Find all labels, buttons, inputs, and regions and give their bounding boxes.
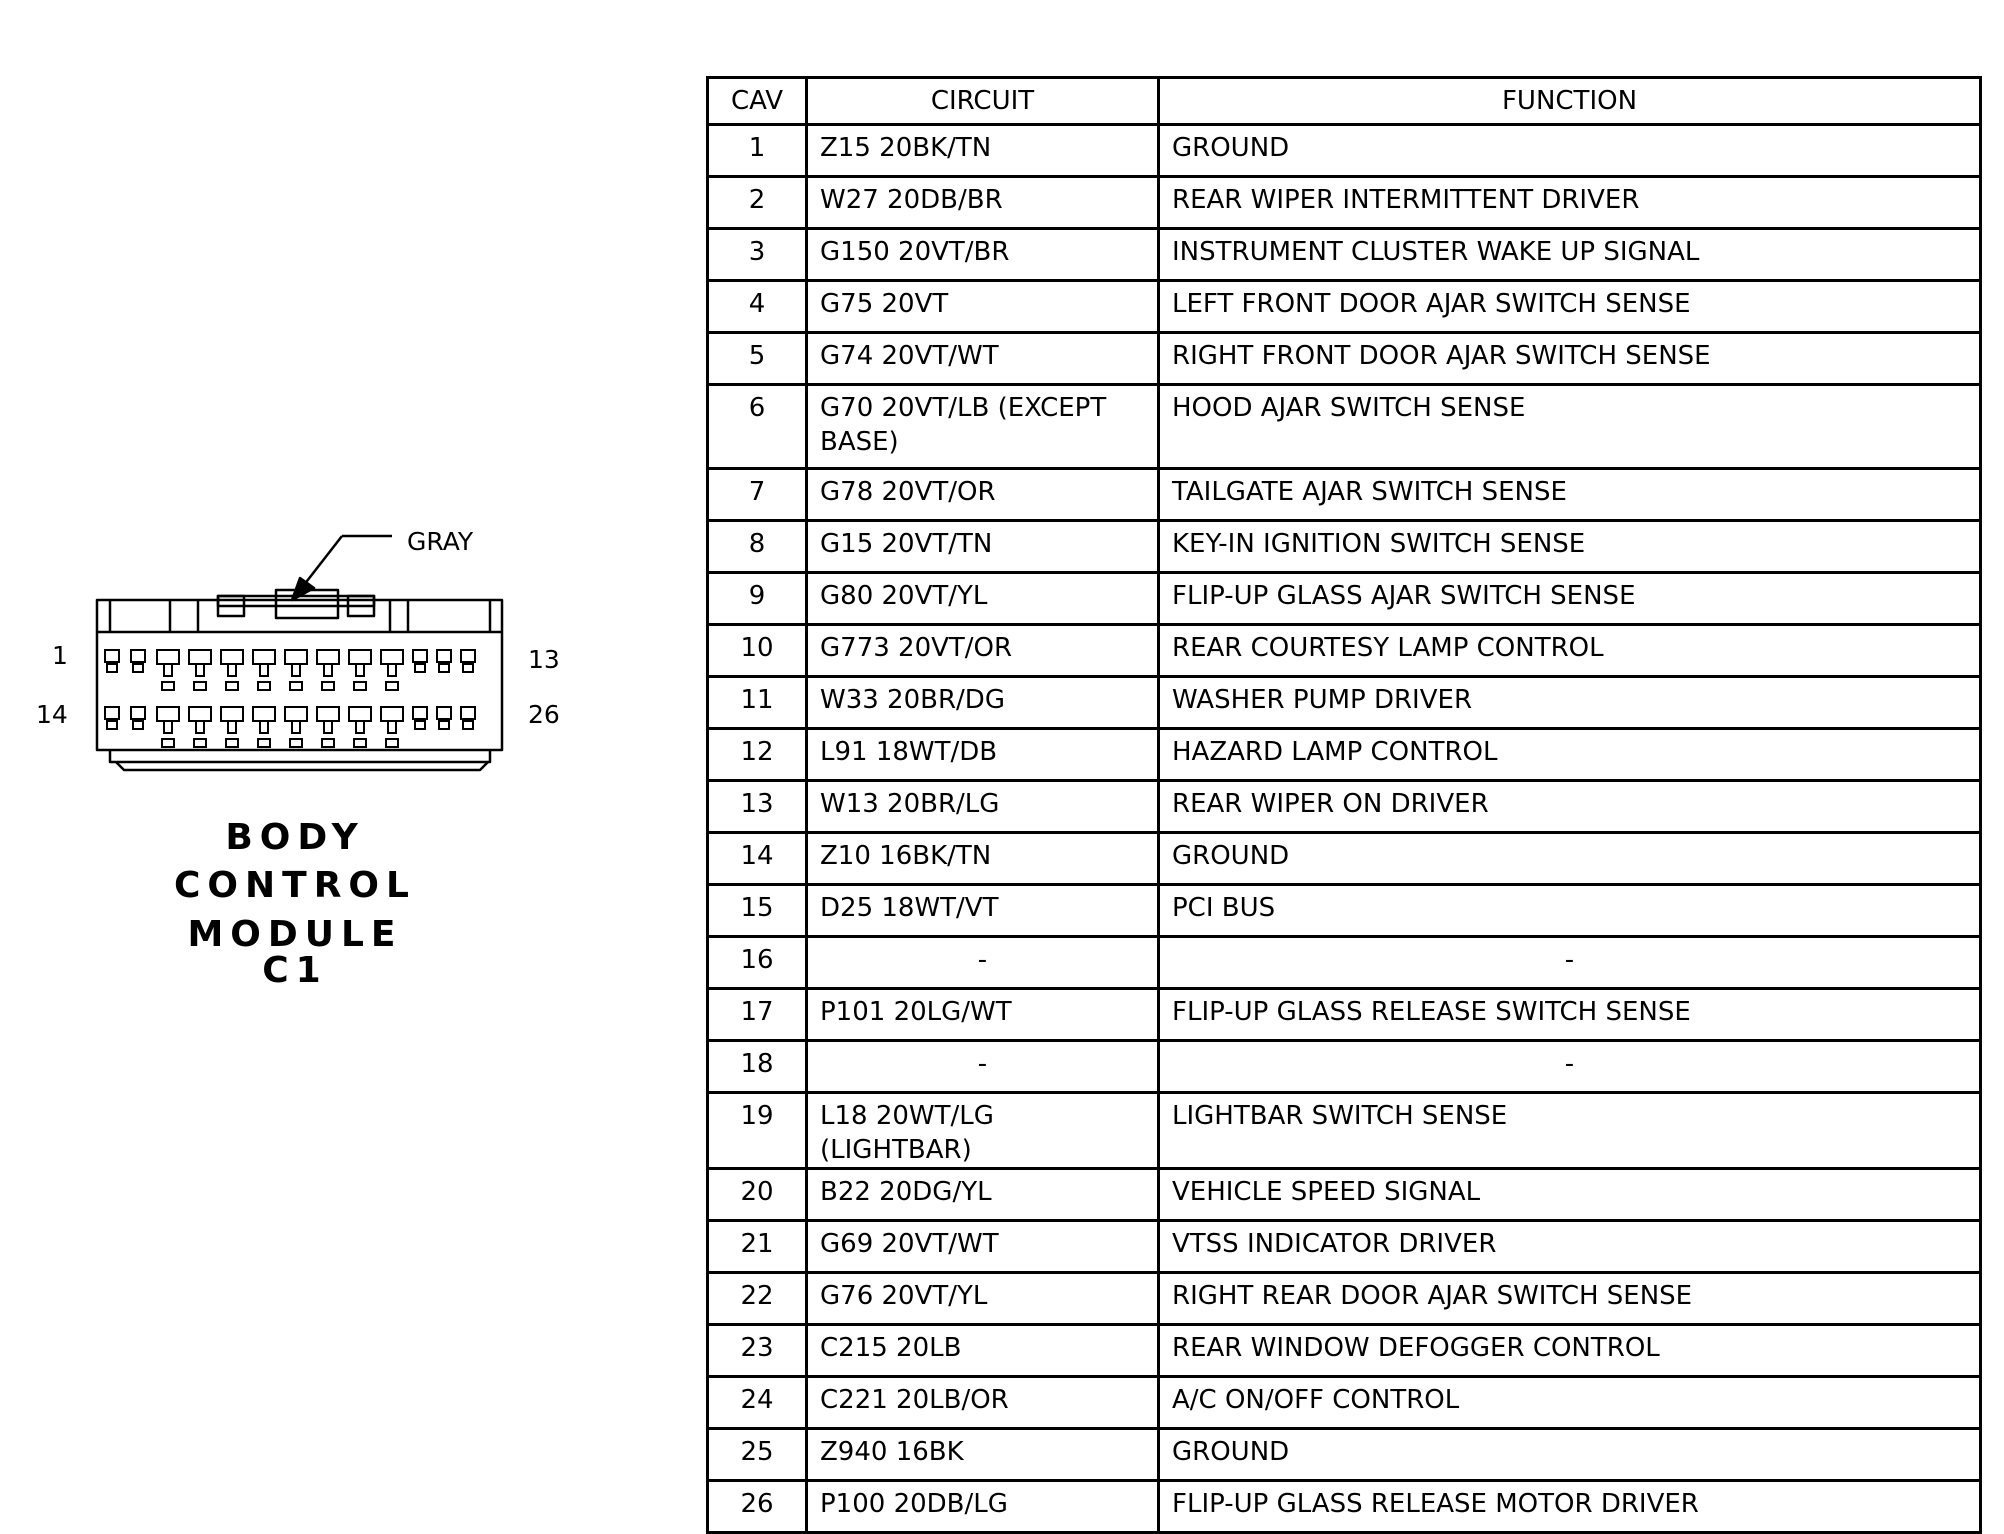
circuit-cell: G70 20VT/LB (EXCEPT BASE) — [807, 385, 1159, 469]
cav-cell: 3 — [708, 229, 807, 281]
terminal-cavity — [157, 650, 179, 690]
terminal-cavity — [131, 707, 145, 729]
pin-label-1: 1 — [52, 641, 68, 670]
table-row — [708, 1041, 1981, 1093]
terminal-cavity — [381, 707, 403, 747]
cav-cell: 9 — [708, 573, 807, 625]
table-row — [708, 729, 1981, 781]
function-cell: GROUND — [1159, 125, 1981, 177]
terminal-cavity — [189, 707, 211, 747]
table-row — [708, 1429, 1981, 1481]
pinout-table — [706, 76, 1982, 1534]
circuit-cell: D25 18WT/VT — [807, 885, 1159, 937]
table-header-row — [708, 78, 1981, 125]
cav-cell: 7 — [708, 469, 807, 521]
pin-label-26: 26 — [528, 700, 560, 729]
circuit-cell: G150 20VT/BR — [807, 229, 1159, 281]
table-row — [708, 1093, 1981, 1169]
circuit-cell: L18 20WT/LG (LIGHTBAR) — [807, 1093, 1159, 1169]
function-cell: REAR COURTESY LAMP CONTROL — [1159, 625, 1981, 677]
header-circuit: CIRCUIT — [807, 78, 1159, 125]
table-row — [708, 625, 1981, 677]
cav-cell: 18 — [708, 1041, 807, 1093]
table-row — [708, 521, 1981, 573]
cav-cell: 16 — [708, 937, 807, 989]
function-cell: FLIP-UP GLASS RELEASE MOTOR DRIVER — [1159, 1481, 1981, 1533]
cav-cell: 13 — [708, 781, 807, 833]
function-cell: FLIP-UP GLASS AJAR SWITCH SENSE — [1159, 573, 1981, 625]
circuit-cell: P100 20DB/LG — [807, 1481, 1159, 1533]
function-cell: RIGHT FRONT DOOR AJAR SWITCH SENSE — [1159, 333, 1981, 385]
terminal-cavity — [285, 707, 307, 747]
pin-label-14: 14 — [36, 700, 68, 729]
table-row — [708, 177, 1981, 229]
function-cell: RIGHT REAR DOOR AJAR SWITCH SENSE — [1159, 1273, 1981, 1325]
circuit-cell: L91 18WT/DB — [807, 729, 1159, 781]
cav-cell: 20 — [708, 1169, 807, 1221]
terminal-cavity — [437, 650, 451, 672]
cav-cell: 2 — [708, 177, 807, 229]
terminal-cavity — [413, 707, 427, 729]
cav-cell: 12 — [708, 729, 807, 781]
circuit-cell: C221 20LB/OR — [807, 1377, 1159, 1429]
cav-cell: 1 — [708, 125, 807, 177]
function-cell: A/C ON/OFF CONTROL — [1159, 1377, 1981, 1429]
circuit-cell: Z940 16BK — [807, 1429, 1159, 1481]
table-row — [708, 1325, 1981, 1377]
circuit-cell: G78 20VT/OR — [807, 469, 1159, 521]
terminal-cavity — [221, 650, 243, 690]
function-cell: - — [1159, 937, 1981, 989]
terminal-cavity — [253, 650, 275, 690]
table-row — [708, 573, 1981, 625]
terminal-cavity — [317, 707, 339, 747]
pin-label-13: 13 — [528, 645, 560, 674]
table-row — [708, 229, 1981, 281]
terminal-cavity — [221, 707, 243, 747]
cav-cell: 26 — [708, 1481, 807, 1533]
table-row — [708, 833, 1981, 885]
connector-title-line-2: CONTROL — [174, 865, 416, 906]
function-cell: INSTRUMENT CLUSTER WAKE UP SIGNAL — [1159, 229, 1981, 281]
table-row — [708, 469, 1981, 521]
function-cell: VEHICLE SPEED SIGNAL — [1159, 1169, 1981, 1221]
circuit-cell: G75 20VT — [807, 281, 1159, 333]
terminal-cavity — [437, 707, 451, 729]
table-row — [708, 281, 1981, 333]
function-cell: HOOD AJAR SWITCH SENSE — [1159, 385, 1981, 469]
circuit-cell: G80 20VT/YL — [807, 573, 1159, 625]
terminal-cavity — [349, 650, 371, 690]
connector-foot — [110, 750, 490, 762]
cav-cell: 11 — [708, 677, 807, 729]
circuit-cell: G15 20VT/TN — [807, 521, 1159, 573]
terminal-cavity — [253, 707, 275, 747]
function-cell: VTSS INDICATOR DRIVER — [1159, 1221, 1981, 1273]
function-cell: WASHER PUMP DRIVER — [1159, 677, 1981, 729]
cav-cell: 22 — [708, 1273, 807, 1325]
circuit-cell: B22 20DG/YL — [807, 1169, 1159, 1221]
terminal-cavity — [157, 707, 179, 747]
circuit-cell: G74 20VT/WT — [807, 333, 1159, 385]
terminal-cavity — [413, 650, 427, 672]
function-cell: - — [1159, 1041, 1981, 1093]
cav-cell: 4 — [708, 281, 807, 333]
function-cell: FLIP-UP GLASS RELEASE SWITCH SENSE — [1159, 989, 1981, 1041]
function-cell: GROUND — [1159, 833, 1981, 885]
cav-cell: 17 — [708, 989, 807, 1041]
circuit-cell: - — [807, 1041, 1159, 1093]
terminal-cavity — [285, 650, 307, 690]
connector-color-label: GRAY — [407, 527, 474, 556]
cav-cell: 6 — [708, 385, 807, 469]
connector-title-line-1: BODY — [225, 817, 365, 858]
cav-cell: 8 — [708, 521, 807, 573]
circuit-cell: C215 20LB — [807, 1325, 1159, 1377]
cav-cell: 19 — [708, 1093, 807, 1169]
function-cell: HAZARD LAMP CONTROL — [1159, 729, 1981, 781]
terminal-cavity — [349, 707, 371, 747]
table-row — [708, 333, 1981, 385]
function-cell: REAR WIPER INTERMITTENT DRIVER — [1159, 177, 1981, 229]
function-cell: REAR WINDOW DEFOGGER CONTROL — [1159, 1325, 1981, 1377]
terminal-cavity — [105, 707, 119, 729]
table-row — [708, 937, 1981, 989]
circuit-cell: W33 20BR/DG — [807, 677, 1159, 729]
cav-cell: 5 — [708, 333, 807, 385]
circuit-cell: G69 20VT/WT — [807, 1221, 1159, 1273]
table-row — [708, 385, 1981, 469]
connector-latch-center — [276, 590, 338, 618]
circuit-cell: G773 20VT/OR — [807, 625, 1159, 677]
cav-cell: 21 — [708, 1221, 807, 1273]
circuit-cell: P101 20LG/WT — [807, 989, 1159, 1041]
circuit-cell: G76 20VT/YL — [807, 1273, 1159, 1325]
table-row — [708, 1377, 1981, 1429]
cav-cell: 15 — [708, 885, 807, 937]
terminal-cavity — [131, 650, 145, 672]
terminal-cavity — [381, 650, 403, 690]
circuit-cell: - — [807, 937, 1159, 989]
table-row — [708, 989, 1981, 1041]
circuit-cell: Z10 16BK/TN — [807, 833, 1159, 885]
table-row — [708, 1169, 1981, 1221]
terminal-cavity — [461, 650, 475, 672]
connector-title-line-3: MODULE C1 — [187, 914, 403, 991]
header-function: FUNCTION — [1159, 78, 1981, 125]
circuit-cell: W27 20DB/BR — [807, 177, 1159, 229]
cav-cell: 23 — [708, 1325, 807, 1377]
function-cell: KEY-IN IGNITION SWITCH SENSE — [1159, 521, 1981, 573]
cav-cell: 24 — [708, 1377, 807, 1429]
table-row — [708, 1273, 1981, 1325]
terminal-cavity — [317, 650, 339, 690]
terminal-cavity — [189, 650, 211, 690]
function-cell: TAILGATE AJAR SWITCH SENSE — [1159, 469, 1981, 521]
function-cell: GROUND — [1159, 1429, 1981, 1481]
function-cell: LEFT FRONT DOOR AJAR SWITCH SENSE — [1159, 281, 1981, 333]
header-cav: CAV — [708, 78, 807, 125]
table-row — [708, 125, 1981, 177]
circuit-cell: W13 20BR/LG — [807, 781, 1159, 833]
table-row — [708, 677, 1981, 729]
function-cell: LIGHTBAR SWITCH SENSE — [1159, 1093, 1981, 1169]
terminal-cavity — [461, 707, 475, 729]
terminal-cavity — [105, 650, 119, 672]
cav-cell: 25 — [708, 1429, 807, 1481]
function-cell: PCI BUS — [1159, 885, 1981, 937]
function-cell: REAR WIPER ON DRIVER — [1159, 781, 1981, 833]
cav-cell: 14 — [708, 833, 807, 885]
cav-cell: 10 — [708, 625, 807, 677]
table-row — [708, 885, 1981, 937]
circuit-cell: Z15 20BK/TN — [807, 125, 1159, 177]
table-row — [708, 1481, 1981, 1533]
table-row — [708, 781, 1981, 833]
table-row — [708, 1221, 1981, 1273]
